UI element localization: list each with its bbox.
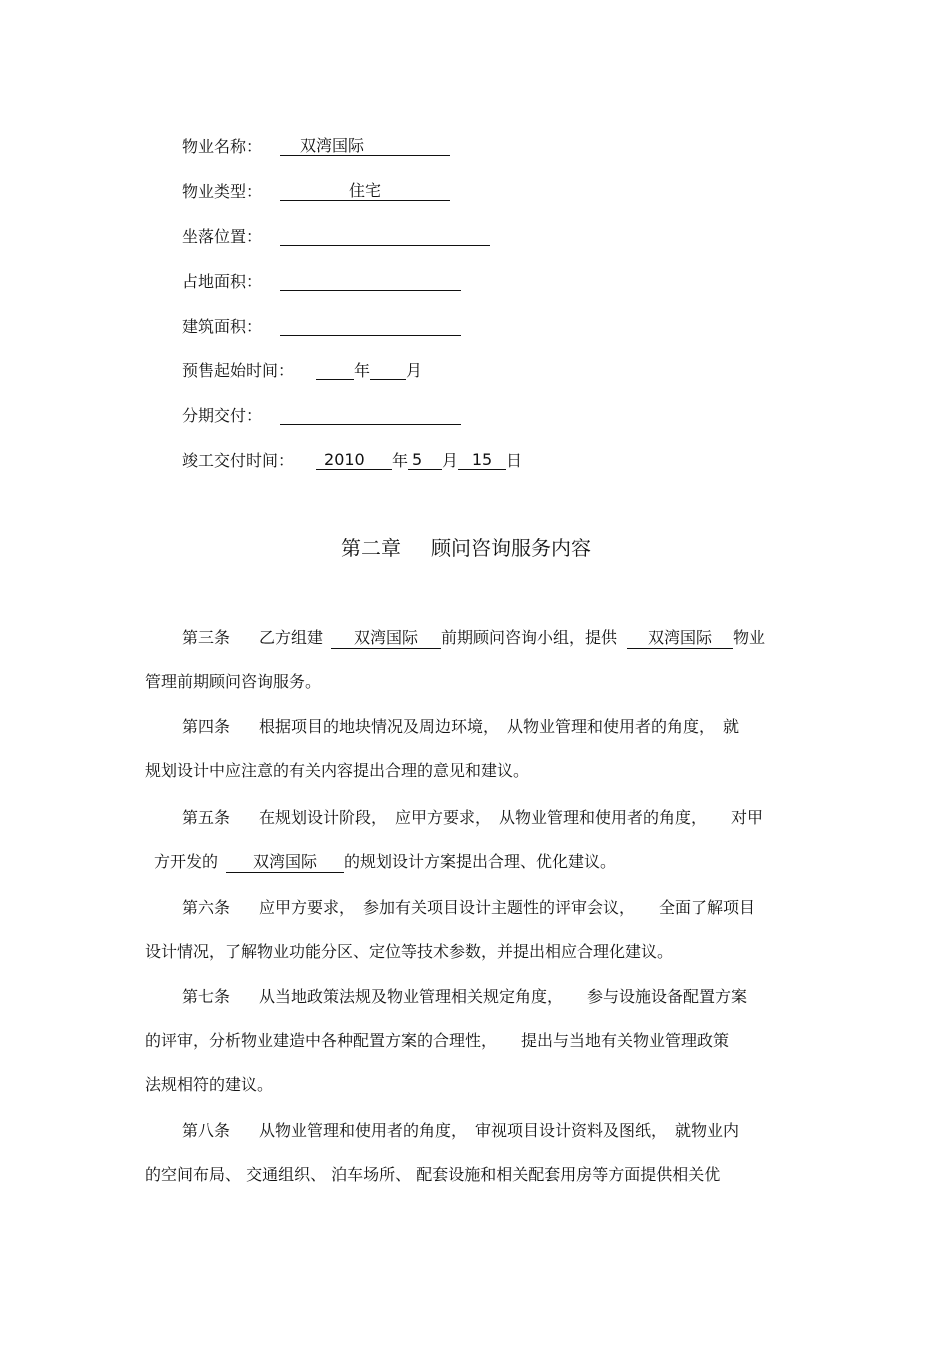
article-5 [145, 796, 805, 884]
month-unit: 月 [406, 361, 423, 380]
field-label: 预售起始时间： [182, 361, 295, 380]
article-text: 应甲方要求， 参加有关项目设计主题性的评审会议， 全面了解项目 [259, 898, 756, 917]
project-name: 双湾国际 [226, 852, 344, 873]
field-phased-delivery [182, 404, 461, 428]
article-text: 方开发的 [154, 852, 219, 871]
year-value: 2010 [324, 450, 365, 469]
article-line: 设计情况，了解物业功能分区、定位等技术参数，并提出相应合理化建议。 [145, 942, 674, 961]
article-text: 从当地政策法规及物业管理相关规定角度， 参与设施设备配置方案 [259, 987, 748, 1006]
article-line: 的评审，分析物业建造中各种配置方案的合理性， 提出与当地有关物业管理政策 [145, 1031, 730, 1050]
article-line [145, 886, 805, 930]
field-label: 分期交付： [182, 406, 263, 425]
field-value [280, 315, 461, 336]
article-text: 的规划设计方案提出合理、优化建议。 [344, 852, 617, 871]
article-3 [145, 616, 805, 704]
article-text: 物业 [733, 628, 766, 647]
field-property-name [182, 135, 450, 159]
field-label: 占地面积： [182, 272, 263, 291]
month-blank [370, 359, 406, 380]
field-value: 住宅 [280, 180, 450, 201]
chapter-heading [0, 534, 932, 562]
chapter-number: 第二章 [341, 536, 401, 560]
article-line [145, 705, 805, 749]
article-7 [145, 975, 805, 1107]
field-land-area [182, 270, 461, 294]
month-underline [408, 449, 442, 470]
article-number: 第五条 [182, 808, 231, 827]
field-value: 双湾国际 [300, 136, 365, 155]
year-blank [316, 359, 354, 380]
article-text: 前期顾问咨询小组，提供 [441, 628, 618, 647]
field-label: 建筑面积： [182, 317, 263, 336]
field-label: 坐落位置： [182, 227, 263, 246]
year-underline [316, 449, 392, 470]
field-value [280, 270, 461, 291]
article-line [145, 796, 805, 840]
field-value [280, 404, 461, 425]
article-line: 的空间布局、 交通组织、 泊车场所、 配套设施和相关配套用房等方面提供相关优 [145, 1165, 721, 1184]
article-line: 规划设计中应注意的有关内容提出合理的意见和建议。 [145, 761, 530, 780]
article-text: 从物业管理和使用者的角度， 审视项目设计资料及图纸， 就物业内 [259, 1121, 740, 1140]
article-line [145, 1109, 805, 1153]
field-location [182, 225, 490, 249]
day-value: 15 [458, 449, 506, 470]
field-value [280, 225, 490, 246]
article-6 [145, 886, 805, 974]
project-name: 双湾国际 [331, 628, 441, 649]
article-line [145, 840, 805, 884]
field-completion-time [182, 449, 522, 473]
article-number: 第四条 [182, 717, 231, 736]
project-name: 双湾国际 [627, 628, 733, 649]
article-text: 在规划设计阶段， 应甲方要求， 从物业管理和使用者的角度， 对甲 [259, 808, 764, 827]
article-line: 法规相符的建议。 [145, 1075, 274, 1094]
article-text: 根据项目的地块情况及周边环境， 从物业管理和使用者的角度， 就 [259, 717, 740, 736]
field-property-type [182, 180, 450, 204]
year-unit: 年 [392, 451, 409, 470]
chapter-title: 顾问咨询服务内容 [431, 536, 591, 560]
day-unit: 日 [506, 451, 523, 470]
field-label: 物业名称： [182, 137, 263, 156]
year-unit: 年 [354, 361, 371, 380]
month-value: 5 [412, 450, 423, 469]
field-value-underline [280, 135, 450, 156]
article-number: 第六条 [182, 898, 231, 917]
month-unit: 月 [442, 451, 459, 470]
article-8 [145, 1109, 805, 1197]
article-4 [145, 705, 805, 793]
article-text: 乙方组建 [259, 628, 324, 647]
field-presale-time [182, 359, 422, 383]
article-number: 第七条 [182, 987, 231, 1006]
article-number: 第三条 [182, 628, 231, 647]
article-line [145, 616, 805, 660]
field-label: 竣工交付时间： [182, 451, 295, 470]
article-line [145, 975, 805, 1019]
article-number: 第八条 [182, 1121, 231, 1140]
field-building-area [182, 315, 461, 339]
field-label: 物业类型： [182, 182, 263, 201]
article-line: 管理前期顾问咨询服务。 [145, 672, 322, 691]
